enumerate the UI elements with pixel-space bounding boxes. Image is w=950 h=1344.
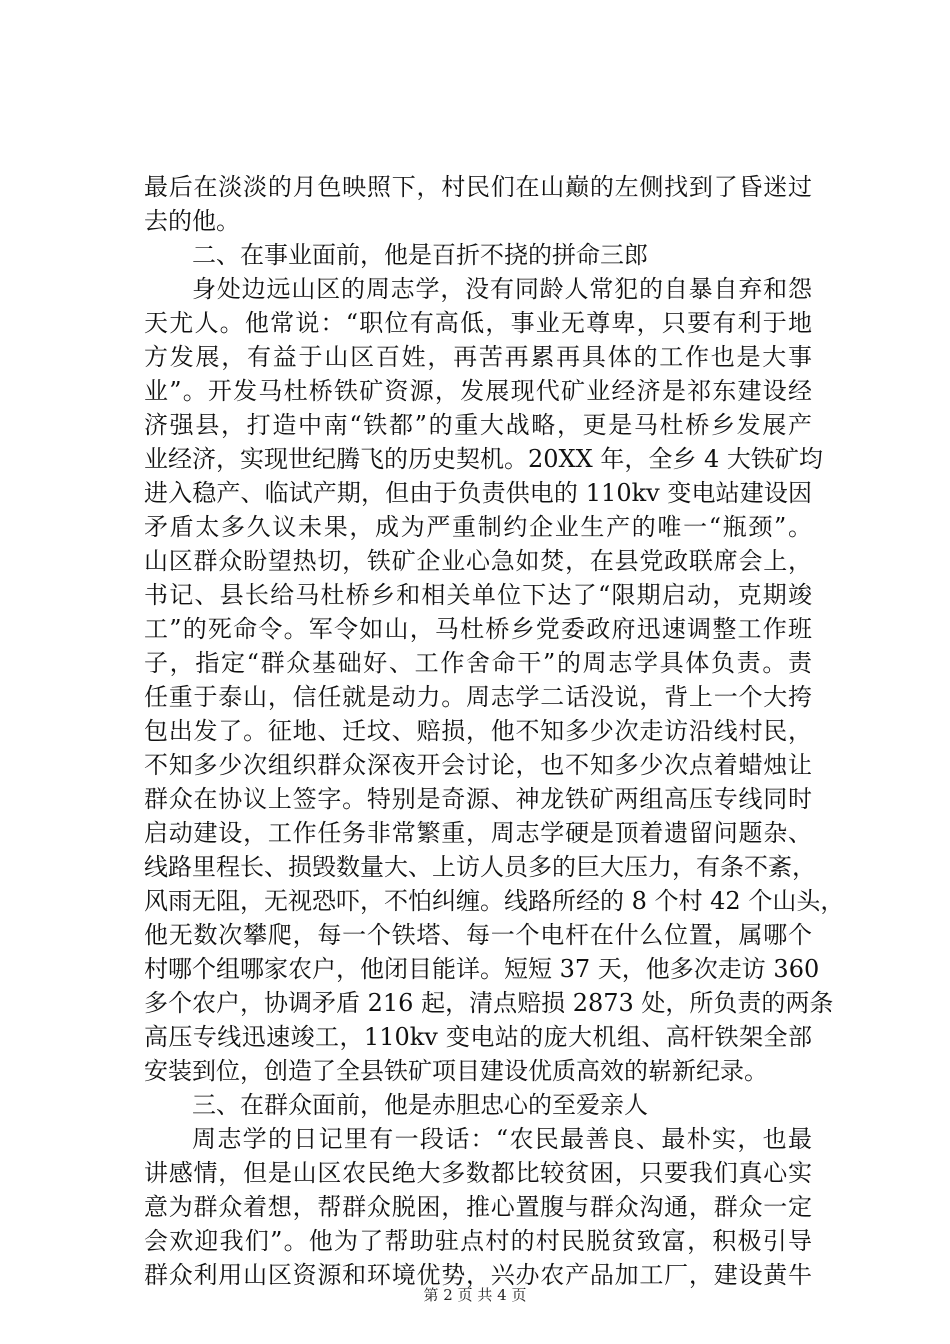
section-heading-2: 二、在事业面前，他是百折不挠的拼命三郎 xyxy=(192,241,648,269)
paragraph-2-line-13: 任重于泰山，信任就是动力。周志学二话没说，背上一个大挎 xyxy=(144,683,812,711)
paragraph-2-line-14: 包出发了。征地、迁坟、赔损，他不知多少次走访沿线村民， xyxy=(144,717,812,745)
paragraph-2-line-22: 多个农户，协调矛盾 216 起，清点赔损 2873 处，所负责的两条 xyxy=(144,989,834,1017)
page-number-footer: 第 2 页 共 4 页 xyxy=(423,1286,527,1304)
paragraph-2-line-18: 线路里程长、损毁数量大、上访人员多的巨大压力，有条不紊， xyxy=(144,853,816,881)
paragraph-2-line-5: 济强县，打造中南“铁都”的重大战略，更是马杜桥乡发展产 xyxy=(144,411,812,439)
paragraph-2-line-2: 天尤人。他常说：“职位有高低，事业无尊卑，只要有利于地 xyxy=(144,309,812,337)
paragraph-2-line-24: 安装到位，创造了全县铁矿项目建设优质高效的崭新纪录。 xyxy=(144,1057,768,1085)
paragraph-3-line-5: 群众利用山区资源和环境优势，兴办农产品加工厂，建设黄牛 xyxy=(144,1261,812,1289)
paragraph-1-line-2: 去的他。 xyxy=(144,207,240,235)
paragraph-2-line-21: 村哪个组哪家农户，他闭目能详。短短 37 天，他多次走访 360 xyxy=(144,955,820,983)
paragraph-2-line-17: 启动建设，工作任务非常繁重，周志学硬是顶着遗留问题杂、 xyxy=(144,819,812,847)
paragraph-3-line-3: 意为群众着想，帮群众脱困，推心置腹与群众沟通，群众一定 xyxy=(144,1193,812,1221)
paragraph-2-line-19: 风雨无阻，无视恐吓，不怕纠缠。线路所经的 8 个村 42 个山头， xyxy=(144,887,845,915)
paragraph-2-line-20: 他无数次攀爬，每一个铁塔、每一个电杆在什么位置，属哪个 xyxy=(144,921,812,949)
paragraph-2-line-9: 山区群众盼望热切，铁矿企业心急如焚，在县党政联席会上， xyxy=(144,547,812,575)
paragraph-2-line-6: 业经济，实现世纪腾飞的历史契机。20XX 年，全乡 4 大铁矿均 xyxy=(144,445,823,473)
paragraph-2-line-10: 书记、县长给马杜桥乡和相关单位下达了“限期启动，克期竣 xyxy=(144,581,812,609)
paragraph-3-line-4: 会欢迎我们”。他为了帮助驻点村的村民脱贫致富，积极引导 xyxy=(144,1227,812,1255)
paragraph-2-line-12: 子，指定“群众基础好、工作舍命干”的周志学具体负责。责 xyxy=(144,649,812,677)
paragraph-2-line-23: 高压专线迅速竣工，110kv 变电站的庞大机组、高杆铁架全部 xyxy=(144,1023,812,1051)
section-heading-3: 三、在群众面前，他是赤胆忠心的至爱亲人 xyxy=(192,1091,648,1119)
paragraph-1-line-1: 最后在淡淡的月色映照下，村民们在山巅的左侧找到了昏迷过 xyxy=(144,173,812,201)
paragraph-2-line-7: 进入稳产、临试产期，但由于负责供电的 110kv 变电站建设因 xyxy=(144,479,812,507)
paragraph-2-line-4: 业”。开发马杜桥铁矿资源，发展现代矿业经济是祁东建设经 xyxy=(144,377,812,405)
paragraph-2-line-8: 矛盾太多久议未果，成为严重制约企业生产的唯一“瓶颈”。 xyxy=(144,513,812,541)
document-body xyxy=(144,170,845,1292)
paragraph-2-line-1: 身处边远山区的周志学，没有同龄人常犯的自暴自弃和怨 xyxy=(192,275,812,303)
paragraph-3-line-2: 讲感情，但是山区农民绝大多数都比较贫困，只要我们真心实 xyxy=(144,1159,812,1187)
paragraph-2-line-11: 工”的死命令。军令如山，马杜桥乡党委政府迅速调整工作班 xyxy=(144,615,812,643)
paragraph-2-line-16: 群众在协议上签字。特别是奇源、神龙铁矿两组高压专线同时 xyxy=(144,785,812,813)
paragraph-3-line-1: 周志学的日记里有一段话：“农民最善良、最朴实，也最 xyxy=(192,1125,812,1153)
paragraph-2-line-3: 方发展，有益于山区百姓，再苦再累再具体的工作也是大事 xyxy=(144,343,812,371)
paragraph-2-line-15: 不知多少次组织群众深夜开会讨论，也不知多少次点着蜡烛让 xyxy=(144,751,812,779)
